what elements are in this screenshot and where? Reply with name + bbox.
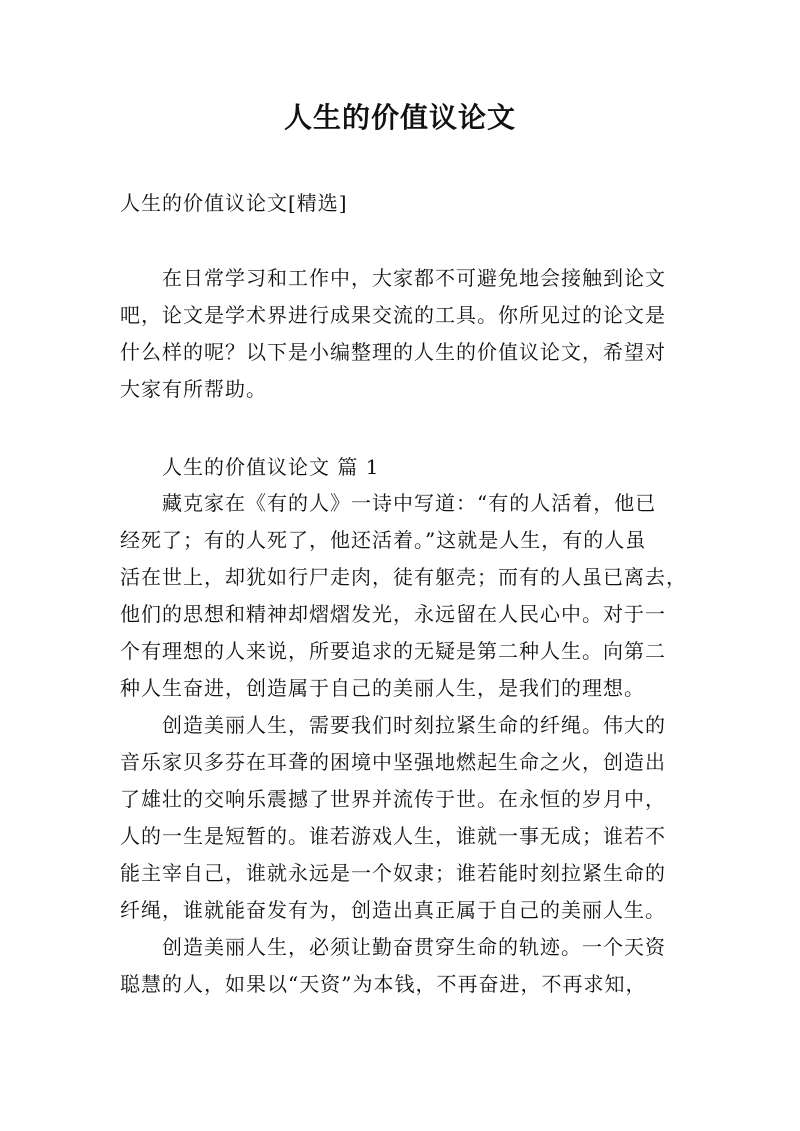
intro-line: 什么样的呢？以下是小编整理的人生的价值议论文，希望对 [120,340,666,364]
document-subtitle: 人生的价值议论文[精选] [120,191,348,215]
body-line: 经死了；有的人死了，他还活着。”这就是人生，有的人虽 [120,528,647,552]
body-line: 创造美丽人生，必须让勤奋贯穿生命的轨迹。一个天资 [162,935,666,959]
intro-line: 在日常学习和工作中，大家都不可避免地会接触到论文 [162,266,666,290]
body-line: 个有理想的人来说，所要追求的无疑是第二种人生。向第二 [120,639,666,663]
body-line: 能主宰自己，谁就永远是一个奴隶；谁若能时刻拉紧生命的 [120,861,666,885]
body-line: 创造美丽人生，需要我们时刻拉紧生命的纤绳。伟大的 [162,713,666,737]
body-line: 活在世上，却犹如行尸走肉，徒有躯壳；而有的人虽已离去， [120,565,687,589]
intro-line: 大家有所帮助。 [120,377,267,401]
body-line: 人的一生是短暂的。谁若游戏人生，谁就一事无成；谁若不 [120,824,666,848]
body-line: 种人生奋进，创造属于自己的美丽人生，是我们的理想。 [120,676,645,700]
body-line: 他们的思想和精神却熠熠发光，永远留在人民心中。对于一 [120,602,666,626]
body-line: 音乐家贝多芬在耳聋的困境中坚强地燃起生命之火，创造出 [120,750,666,774]
body-line: 聪慧的人，如果以“天资”为本钱，不再奋进，不再求知， [120,972,647,996]
intro-line: 吧，论文是学术界进行成果交流的工具。你所见过的论文是 [120,303,666,327]
section-heading: 人生的价值议论文 篇 1 [162,455,380,479]
page-title: 人生的价值议论文 [283,101,516,134]
body-line: 了雄壮的交响乐震撼了世界并流传于世。在永恒的岁月中， [120,787,666,811]
body-line: 纤绳，谁就能奋发有为，创造出真正属于自己的美丽人生。 [120,898,666,922]
body-line: 藏克家在《有的人》一诗中写道：“有的人活着，他已 [162,491,657,515]
